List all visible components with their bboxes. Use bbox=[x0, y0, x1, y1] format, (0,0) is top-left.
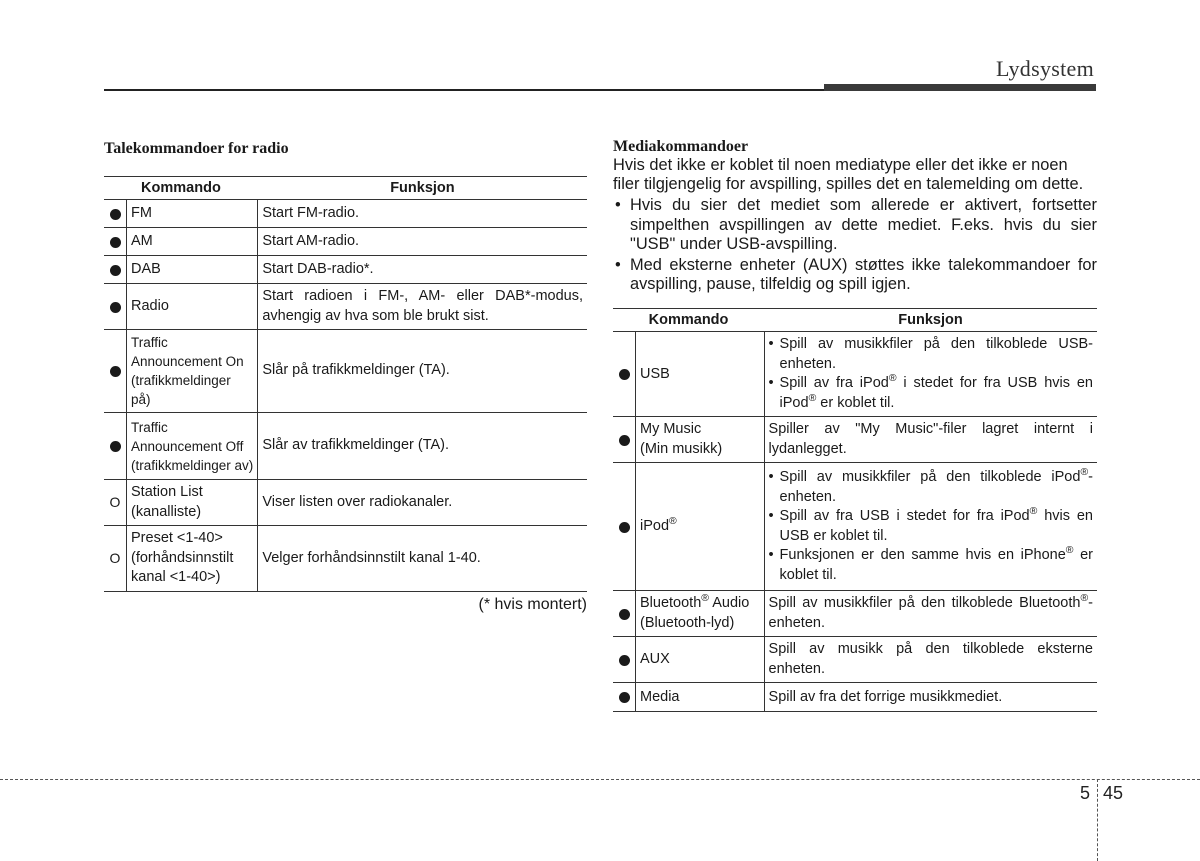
command-cell: Media bbox=[636, 683, 765, 712]
footnote: (* hvis montert) bbox=[478, 596, 587, 613]
command-line: kanal <1-40>) bbox=[131, 569, 221, 586]
row-marker: O bbox=[104, 480, 127, 526]
command-cell bbox=[127, 413, 258, 480]
filled-dot-icon bbox=[110, 265, 121, 276]
function-cell: Start FM-radio. bbox=[258, 200, 587, 228]
row-marker bbox=[613, 637, 636, 683]
filled-dot-icon bbox=[619, 435, 630, 446]
command-cell: DAB bbox=[127, 256, 258, 284]
command-line: Announcement Off bbox=[131, 438, 244, 454]
radio-commands-section bbox=[104, 140, 587, 614]
command-cell: AUX bbox=[636, 637, 765, 683]
filled-dot-icon bbox=[619, 655, 630, 666]
filled-dot-icon bbox=[619, 369, 630, 380]
row-marker bbox=[104, 284, 127, 330]
row-marker bbox=[613, 591, 636, 637]
function-bullet: • Spill av fra iPod® i stedet for fra USB hvis en iPod® er koblet til. bbox=[769, 374, 1093, 413]
function-cell: Start AM-radio. bbox=[258, 228, 587, 256]
page-number-value: 45 bbox=[1103, 783, 1124, 803]
page-number-separator bbox=[1097, 779, 1098, 861]
command-cell bbox=[127, 330, 258, 413]
header-bar bbox=[824, 84, 1096, 91]
table-header-row bbox=[104, 177, 587, 200]
filled-dot-icon bbox=[110, 302, 121, 313]
row-marker bbox=[613, 332, 636, 417]
command-line: Traffic bbox=[131, 335, 168, 350]
command-line: (trafikkmeldinger av) bbox=[131, 457, 254, 473]
radio-commands-table bbox=[104, 176, 587, 592]
column-header-function: Funksjon bbox=[258, 177, 587, 200]
command-line: Station List bbox=[131, 484, 203, 500]
function-cell: Spiller av "My Music"-filer lagret internt i lydanlegget. bbox=[764, 417, 1097, 463]
command-cell bbox=[636, 591, 765, 637]
table-row bbox=[613, 591, 1097, 637]
command-line: Preset <1-40> bbox=[131, 530, 223, 547]
filled-dot-icon bbox=[110, 237, 121, 248]
column-header-function: Funksjon bbox=[764, 309, 1097, 332]
command-cell bbox=[127, 480, 258, 526]
filled-dot-icon bbox=[110, 441, 121, 452]
filled-dot-icon bbox=[619, 692, 630, 703]
filled-dot-icon bbox=[110, 209, 121, 220]
column-header-command: Kommando bbox=[613, 309, 764, 332]
table-row bbox=[104, 413, 587, 480]
command-cell: USB bbox=[636, 332, 765, 417]
function-cell: Slår på trafikkmeldinger (TA). bbox=[258, 330, 587, 413]
table-row bbox=[104, 480, 587, 526]
function-cell: Start radioen i FM-, AM- eller DAB*-modus, avhengig av hva som ble brukt sist. bbox=[258, 284, 587, 330]
table-row bbox=[613, 637, 1097, 683]
table-row bbox=[104, 284, 587, 330]
chapter-number: 5 bbox=[1080, 783, 1091, 803]
command-line: (Bluetooth-lyd) bbox=[640, 614, 735, 631]
media-intro-text: Hvis det ikke er koblet til noen mediatype eller det ikke er noen filer tilgjengelig for avspilling, spilles det en talemelding om dette. bbox=[613, 156, 1084, 194]
function-cell: Velger forhåndsinnstilt kanal 1-40. bbox=[258, 526, 587, 592]
table-row bbox=[613, 683, 1097, 712]
column-header-command: Kommando bbox=[104, 177, 258, 200]
command-cell: AM bbox=[127, 228, 258, 256]
function-bullet: • Spill av musikkfiler på den tilkoblede iPod®-enheten. bbox=[769, 468, 1093, 507]
command-line: My Music bbox=[640, 421, 702, 438]
footer-dashed-rule bbox=[0, 779, 1200, 780]
row-marker bbox=[104, 228, 127, 256]
row-marker bbox=[104, 413, 127, 480]
command-line: (kanalliste) bbox=[131, 503, 202, 520]
radio-section-title: Talekommandoer for radio bbox=[104, 140, 289, 157]
command-cell: FM bbox=[127, 200, 258, 228]
row-marker: O bbox=[104, 526, 127, 592]
table-row bbox=[613, 463, 1097, 591]
row-marker bbox=[104, 256, 127, 284]
table-header-row bbox=[613, 309, 1097, 332]
function-cell: Spill av musikkfiler på den tilkoblede Bluetooth®-enheten. bbox=[764, 591, 1097, 637]
media-section-title: Mediakommandoer bbox=[613, 138, 749, 155]
command-cell bbox=[127, 526, 258, 592]
page-header-title: Lydsystem bbox=[995, 56, 1094, 81]
command-line: (trafikkmeldinger på) bbox=[131, 373, 231, 407]
function-cell: Viser listen over radiokanaler. bbox=[258, 480, 587, 526]
filled-dot-icon bbox=[619, 522, 630, 533]
media-notes-list bbox=[613, 196, 1097, 294]
row-marker bbox=[613, 417, 636, 463]
command-line: (forhåndsinnstilt bbox=[131, 549, 234, 566]
media-commands-section bbox=[613, 138, 1097, 712]
function-bullet: • Spill av musikkfiler på den tilkoblede USB-enheten. bbox=[769, 335, 1093, 374]
command-line: Announcement On bbox=[131, 354, 244, 369]
command-line: Traffic bbox=[131, 419, 168, 435]
header-rule bbox=[104, 89, 824, 91]
media-commands-table bbox=[613, 308, 1097, 712]
table-row bbox=[104, 200, 587, 228]
list-item: • Hvis du sier det mediet som allerede er aktivert, fortsetter simpelthen avspillingen av dette mediet. F.eks. hvis du sier "USB" under USB-avspilling. bbox=[613, 196, 1097, 254]
command-cell: iPod® bbox=[636, 463, 765, 591]
command-cell bbox=[636, 417, 765, 463]
table-row bbox=[104, 228, 587, 256]
row-marker bbox=[104, 200, 127, 228]
function-bullet: • Spill av fra USB i stedet for fra iPod® hvis en USB er koblet til. bbox=[769, 507, 1093, 546]
function-cell: Slår av trafikkmeldinger (TA). bbox=[258, 413, 587, 480]
function-cell: Spill av musikk på den tilkoblede eksterne enheten. bbox=[764, 637, 1097, 683]
table-row bbox=[104, 526, 587, 592]
function-cell bbox=[764, 463, 1097, 591]
function-cell: Spill av fra det forrige musikkmediet. bbox=[764, 683, 1097, 712]
table-row bbox=[613, 332, 1097, 417]
command-line: (Min musikk) bbox=[640, 440, 723, 457]
command-cell: Radio bbox=[127, 284, 258, 330]
row-marker bbox=[104, 330, 127, 413]
command-line: Bluetooth® Audio bbox=[640, 593, 750, 612]
table-row bbox=[104, 256, 587, 284]
function-cell: Start DAB-radio*. bbox=[258, 256, 587, 284]
filled-dot-icon bbox=[619, 609, 630, 620]
table-row bbox=[613, 417, 1097, 463]
function-bullet: • Funksjonen er den samme hvis en iPhone® er koblet til. bbox=[769, 546, 1093, 585]
function-cell bbox=[764, 332, 1097, 417]
row-marker bbox=[613, 463, 636, 591]
list-item: • Med eksterne enheter (AUX) støttes ikke talekommandoer for avspilling, pause, tilfeldig og spill igjen. bbox=[613, 256, 1097, 294]
filled-dot-icon bbox=[110, 366, 121, 377]
row-marker bbox=[613, 683, 636, 712]
table-row bbox=[104, 330, 587, 413]
